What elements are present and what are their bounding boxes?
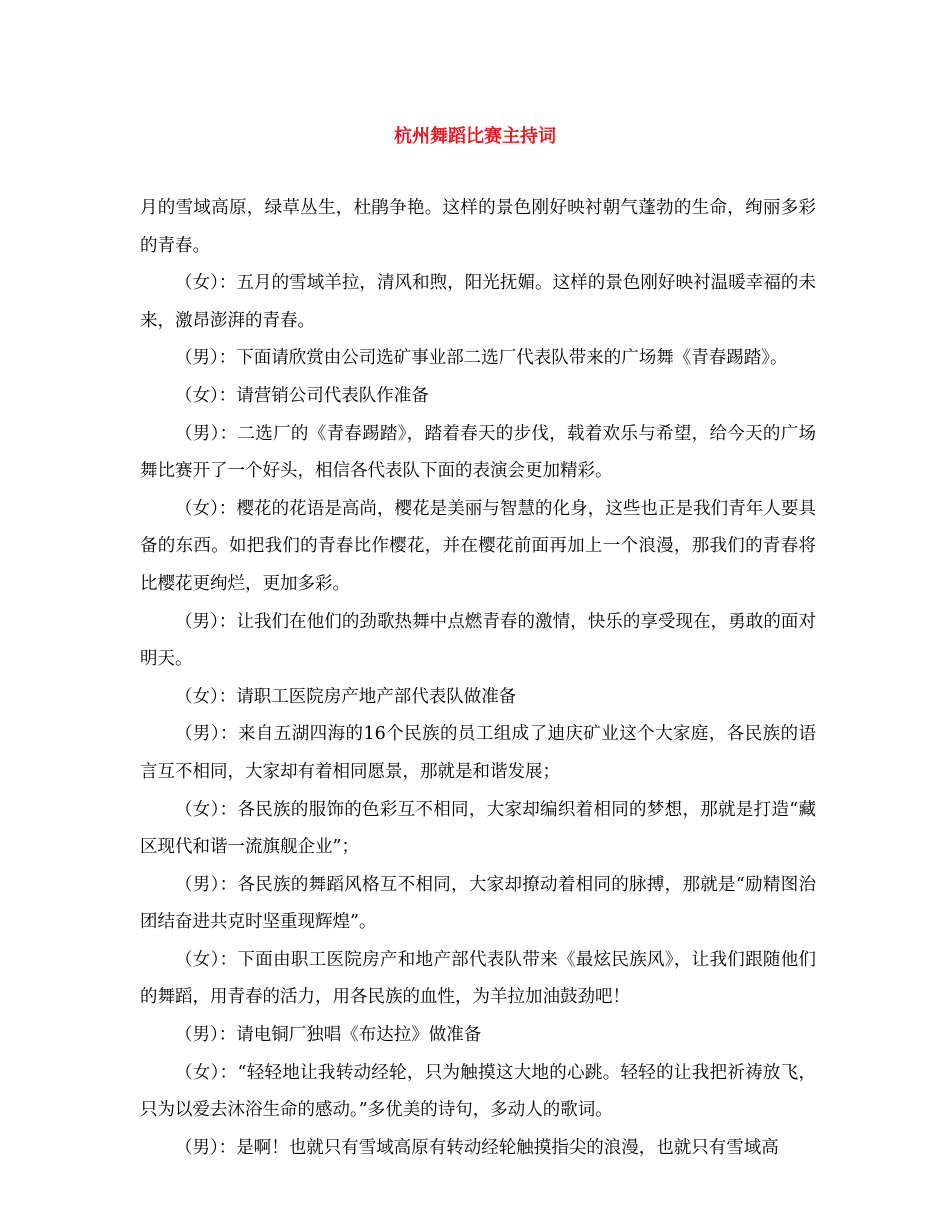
document-body <box>140 190 816 1167</box>
paragraph: （男）：各民族的舞蹈风格互不相同，大家却撩动着相同的脉搏，那就是“励精图治团结奋进共克时坚重现辉煌”。 <box>140 874 816 933</box>
document-title: 杭州舞蹈比赛主持词 <box>394 126 556 147</box>
paragraph: （男）：来自五湖四海的16个民族的员工组成了迪庆矿业这个大家庭，各民族的语言互不相同，大家却有着相同愿景，那就是和谐发展； <box>140 724 816 782</box>
paragraph: （男）：是啊！也就只有雪域高原有转动经轮触摸指尖的浪漫，也就只有雪域高 <box>175 1137 779 1158</box>
paragraph: （女）：请营销公司代表队作准备 <box>175 385 429 406</box>
paragraph: （女）：各民族的服饰的色彩互不相同，大家却编织着相同的梦想，那就是打造“藏区现代和谐一流旗舰企业”； <box>140 799 816 858</box>
paragraph: （男）：下面请欣赏由公司选矿事业部二选厂代表队带来的广场舞《青春踢踏》。 <box>175 348 788 369</box>
paragraph: 月的雪域高原，绿草丛生，杜鹃争艳。这样的景色刚好映衬朝气蓬勃的生命，绚丽多彩的青春。 <box>140 198 816 256</box>
paragraph: （女）：樱花的花语是高尚，樱花是美丽与智慧的化身，这些也正是我们青年人要具备的东西。如把我们的青春比作樱花，并在樱花前面再加上一个浪漫，那我们的青春将比樱花更绚烂，更加多彩。 <box>140 498 816 594</box>
paragraph: （男）：请电铜厂独唱《布达拉》做准备 <box>175 1025 482 1046</box>
paragraph: （女）：“轻轻地让我转动经轮，只为触摸这大地的心跳。轻轻的让我把祈祷放飞，只为以爱去沐浴生命的感动。”多优美的诗句，多动人的歌词。 <box>140 1062 816 1121</box>
paragraph: （女）：下面由职工医院房产和地产部代表队带来《最炫民族风》，让我们跟随他们的舞蹈，用青春的活力，用各民族的血性，为羊拉加油鼓劲吧！ <box>140 949 816 1008</box>
paragraph: （女）：请职工医院房产地产部代表队做准备 <box>175 686 517 707</box>
paragraph: （女）：五月的雪域羊拉，清风和煦，阳光抚媚。这样的景色刚好映衬温暖幸福的未来，激昂澎湃的青春。 <box>140 273 816 331</box>
paragraph: （男）：让我们在他们的劲歌热舞中点燃青春的激情，快乐的享受现在，勇敢的面对明天。 <box>140 611 816 670</box>
paragraph: （男）：二选厂的《青春踢踏》，踏着春天的步伐，载着欢乐与希望，给今天的广场舞比赛开了一个好头，相信各代表队下面的表演会更加精彩。 <box>140 423 816 482</box>
